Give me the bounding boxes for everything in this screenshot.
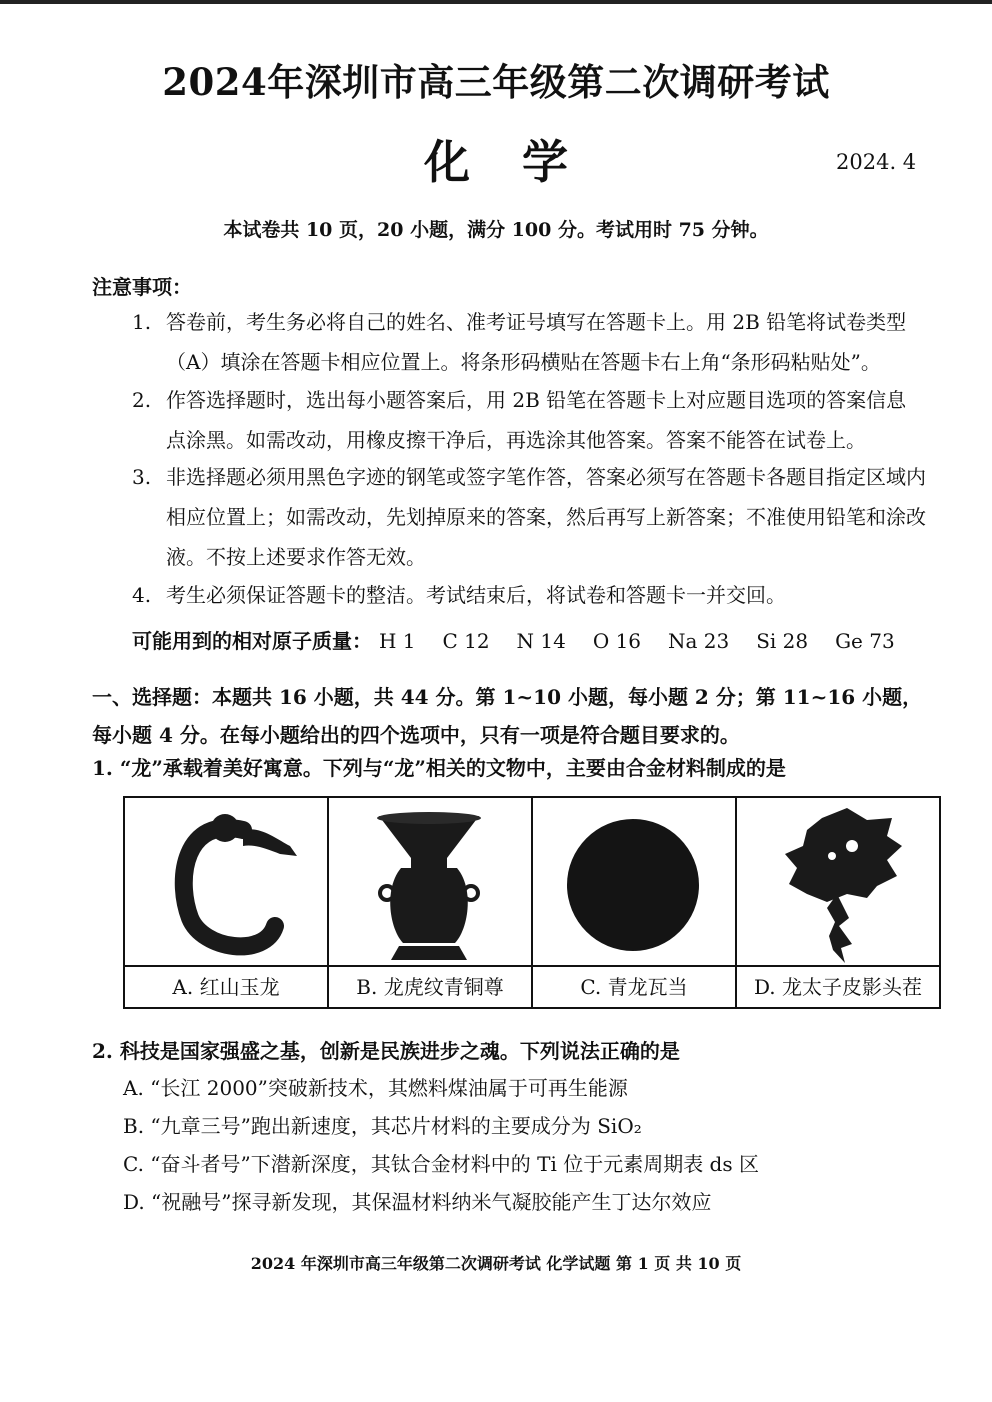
mass-value: Ge 73	[835, 629, 895, 653]
note-number: 4.	[132, 583, 152, 607]
exam-title: 2024年深圳市高三年级第二次调研考试	[162, 60, 830, 104]
note-text: 答卷前，考生务必将自己的姓名、准考证号填写在答题卡上。用 2B 铅笔将试卷类型（A）填涂在答题卡相应位置上。将条形码横贴在答题卡右上角“条形码粘贴处”。	[166, 310, 907, 374]
mass-value: Na 23	[668, 629, 730, 653]
note-number: 3.	[132, 465, 152, 489]
q2-option-c[interactable]: C. “奋斗者号”下潜新深度，其钛合金材料中的 Ti 位于元素周期表 ds 区	[123, 1152, 759, 1176]
roof-tile-icon	[533, 798, 733, 966]
question-1-image-table	[123, 796, 941, 1009]
option-cell-b[interactable]	[329, 798, 533, 1007]
masses-label: 可能用到的相对原子质量：	[132, 629, 372, 653]
mass-value: O 16	[592, 629, 642, 653]
note-item	[132, 575, 932, 615]
note-number: 1.	[132, 310, 152, 334]
option-cell-a[interactable]	[125, 798, 329, 1007]
q2-option-b[interactable]: B. “九章三号”跑出新速度，其芯片材料的主要成分为 SiO₂	[123, 1114, 642, 1138]
option-label-c: C. 青龙瓦当	[533, 965, 735, 1007]
note-text: 作答选择题时，选出每小题答案后，用 2B 铅笔在答题卡上对应题目选项的答案信息点涂黑。如需改动，用橡皮擦干净后，再选涂其他答案。答案不能答在试卷上。	[166, 388, 907, 452]
atomic-masses	[132, 625, 915, 654]
note-item	[132, 302, 932, 382]
mass-value: C 12	[442, 629, 490, 653]
mass-value: H 1	[378, 629, 416, 653]
option-cell-c[interactable]	[533, 798, 737, 1007]
mass-value: Si 28	[756, 629, 809, 653]
bronze-zun-icon	[329, 798, 529, 966]
subject-title: 化学	[424, 135, 620, 189]
note-number: 2.	[132, 388, 152, 412]
mass-value: N 14	[516, 629, 566, 653]
notes-heading: 注意事项：	[92, 275, 192, 299]
option-cell-d[interactable]	[737, 798, 939, 1007]
top-border	[0, 0, 992, 4]
jade-dragon-icon	[125, 798, 325, 966]
option-label-a: A. 红山玉龙	[125, 965, 327, 1007]
note-item	[132, 457, 932, 577]
q2-option-d[interactable]: D. “祝融号”探寻新发现，其保温材料纳米气凝胶能产生丁达尔效应	[123, 1190, 712, 1214]
question-2-stem: 2. 科技是国家强盛之基，创新是民族进步之魂。下列说法正确的是	[92, 1039, 680, 1063]
note-text: 非选择题必须用黑色字迹的钢笔或签字笔作答，答案必须写在答题卡各题目指定区域内相应位置上；如需改动，先划掉原来的答案，然后再写上新答案；不准使用铅笔和涂改液。不按上述要求作答无效。	[166, 465, 926, 569]
note-text: 考生必须保证答题卡的整洁。考试结束后，将试卷和答题卡一并交回。	[166, 583, 786, 607]
page-footer: 2024 年深圳市高三年级第二次调研考试 化学试题 第 1 页 共 10 页	[250, 1254, 742, 1273]
note-item	[132, 380, 932, 460]
exam-date: 2024. 4	[836, 150, 917, 174]
section-heading: 一、选择题：本题共 16 小题，共 44 分。第 1~10 小题，每小题 2 分；第 11~16 小题，每小题 4 分。在每小题给出的四个选项中，只有一项是符合题目要求的。	[92, 685, 923, 747]
q2-option-a[interactable]: A. “长江 2000”突破新技术，其燃料煤油属于可再生能源	[123, 1076, 628, 1100]
exam-info: 本试卷共 10 页，20 小题，满分 100 分。考试用时 75 分钟。	[223, 219, 769, 241]
shadow-puppet-icon	[737, 798, 937, 966]
option-label-b: B. 龙虎纹青铜尊	[329, 965, 531, 1007]
question-1-stem: 1. “龙”承载着美好寓意。下列与“龙”相关的文物中，主要由合金材料制成的是	[92, 756, 786, 780]
option-label-d: D. 龙太子皮影头茬	[737, 965, 939, 1007]
